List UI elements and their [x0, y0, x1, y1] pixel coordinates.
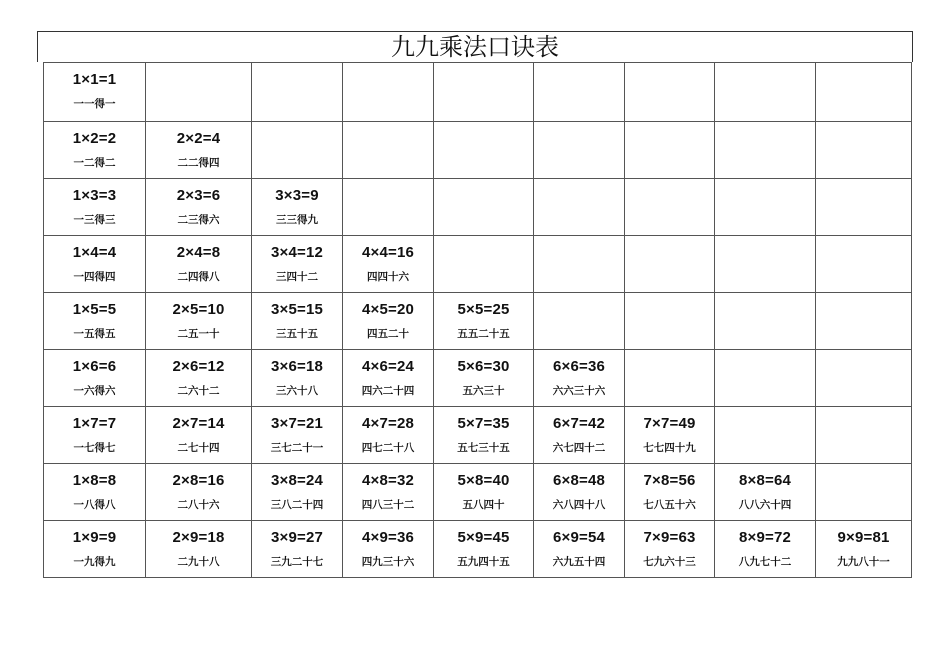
- table-cell: [44, 293, 146, 350]
- empty-cell: [625, 63, 715, 122]
- rhyme-text: 五七三十五: [457, 442, 510, 454]
- rhyme-text: 八八六十四: [738, 499, 792, 511]
- equation-text: 1×7=7: [72, 415, 117, 432]
- table-cell: [252, 521, 343, 578]
- equation-text: 8×8=64: [738, 472, 792, 489]
- equation-text: 3×5=15: [270, 301, 324, 318]
- equation-text: 1×5=5: [72, 301, 117, 318]
- equation-text: 6×6=36: [552, 358, 606, 375]
- rhyme-text: 一三得三: [73, 214, 116, 226]
- equation-text: 2×3=6: [176, 187, 221, 204]
- table-cell: [252, 407, 343, 464]
- rhyme-text: 二七十四: [177, 442, 220, 454]
- equation-text: 4×8=32: [361, 472, 415, 489]
- table-cell: [434, 521, 534, 578]
- empty-cell: [715, 350, 816, 407]
- equation-text: 6×8=48: [552, 472, 606, 489]
- table-row: [44, 350, 912, 407]
- table-row: [44, 236, 912, 293]
- equation-text: 2×6=12: [172, 358, 225, 375]
- rhyme-text: 二四得八: [177, 271, 220, 283]
- rhyme-text: 三六十八: [276, 385, 318, 397]
- empty-cell: [816, 63, 912, 122]
- equation-text: 2×7=14: [172, 415, 225, 432]
- rhyme-text: 四四十六: [367, 271, 409, 283]
- rhyme-text: 五六三十: [462, 385, 505, 397]
- table-cell: [252, 236, 343, 293]
- equation-text: 3×9=27: [270, 529, 324, 546]
- table-cell: [534, 464, 625, 521]
- table-cell: [534, 350, 625, 407]
- rhyme-text: 一二得二: [73, 157, 116, 169]
- empty-cell: [343, 179, 434, 236]
- equation-text: 7×7=49: [643, 415, 696, 432]
- table-row: [44, 464, 912, 521]
- empty-cell: [715, 293, 816, 350]
- equation-text: 4×9=36: [361, 529, 415, 546]
- equation-text: 5×5=25: [457, 301, 510, 318]
- equation-text: 1×6=6: [72, 358, 117, 375]
- table-cell: [146, 407, 252, 464]
- table-cell: [434, 407, 534, 464]
- table-cell: [343, 350, 434, 407]
- rhyme-text: 一一得一: [73, 98, 116, 110]
- equation-text: 9×9=81: [837, 529, 890, 546]
- table-cell: [343, 464, 434, 521]
- table-row: [44, 521, 912, 578]
- equation-text: 4×4=16: [361, 244, 415, 261]
- equation-text: 2×5=10: [172, 301, 225, 318]
- empty-cell: [816, 407, 912, 464]
- table-cell: [252, 464, 343, 521]
- empty-cell: [534, 63, 625, 122]
- rhyme-text: 七九六十三: [643, 556, 696, 568]
- table-cell: [146, 521, 252, 578]
- empty-cell: [715, 122, 816, 179]
- rhyme-text: 四七二十八: [361, 442, 415, 454]
- table-cell: [434, 350, 534, 407]
- equation-text: 5×6=30: [457, 358, 510, 375]
- rhyme-text: 七八五十六: [643, 499, 696, 511]
- rhyme-text: 一六得六: [73, 385, 116, 397]
- table-cell: [343, 407, 434, 464]
- table-cell: [44, 350, 146, 407]
- empty-cell: [534, 236, 625, 293]
- rhyme-text: 二九十八: [177, 556, 220, 568]
- rhyme-text: 五九四十五: [457, 556, 510, 568]
- table-cell: [44, 63, 146, 122]
- rhyme-text: 三七二十一: [270, 442, 324, 454]
- table-cell: [252, 350, 343, 407]
- empty-cell: [343, 63, 434, 122]
- empty-cell: [816, 236, 912, 293]
- table-cell: [44, 179, 146, 236]
- empty-cell: [625, 350, 715, 407]
- table-cell: [816, 521, 912, 578]
- table-row: [44, 407, 912, 464]
- equation-text: 3×3=9: [275, 187, 319, 204]
- equation-text: 5×7=35: [457, 415, 510, 432]
- rhyme-text: 二三得六: [177, 214, 220, 226]
- rhyme-text: 四九三十六: [361, 556, 415, 568]
- rhyme-text: 二二得四: [177, 157, 220, 169]
- equation-text: 2×9=18: [172, 529, 225, 546]
- rhyme-text: 二五一十: [177, 328, 220, 340]
- rhyme-text: 一五得五: [73, 328, 116, 340]
- rhyme-text: 三八二十四: [270, 499, 324, 511]
- equation-text: 2×8=16: [172, 472, 225, 489]
- equation-text: 4×7=28: [361, 415, 415, 432]
- empty-cell: [816, 122, 912, 179]
- rhyme-text: 四六二十四: [361, 385, 415, 397]
- empty-cell: [625, 236, 715, 293]
- table-cell: [44, 236, 146, 293]
- rhyme-text: 六九五十四: [552, 556, 606, 568]
- table-cell: [625, 407, 715, 464]
- empty-cell: [715, 407, 816, 464]
- rhyme-text: 一七得七: [73, 442, 116, 454]
- table-row: [44, 122, 912, 179]
- table-cell: [434, 464, 534, 521]
- rhyme-text: 六七四十二: [552, 442, 606, 454]
- equation-text: 3×8=24: [270, 472, 324, 489]
- equation-text: 2×4=8: [176, 244, 221, 261]
- rhyme-text: 四五二十: [367, 328, 409, 340]
- equation-text: 1×9=9: [72, 529, 117, 546]
- rhyme-text: 三四十二: [276, 271, 318, 283]
- equation-text: 2×2=4: [176, 130, 221, 147]
- table-cell: [625, 521, 715, 578]
- table-cell: [44, 122, 146, 179]
- empty-cell: [816, 179, 912, 236]
- rhyme-text: 七七四十九: [643, 442, 696, 454]
- empty-cell: [534, 293, 625, 350]
- equation-text: 5×9=45: [457, 529, 510, 546]
- table-cell: [44, 407, 146, 464]
- equation-text: 7×9=63: [643, 529, 696, 546]
- page-title: 九九乘法口诀表: [37, 31, 913, 62]
- empty-cell: [715, 236, 816, 293]
- rhyme-text: 二六十二: [177, 385, 220, 397]
- table-cell: [625, 464, 715, 521]
- equation-text: 1×8=8: [72, 472, 117, 489]
- rhyme-text: 三五十五: [276, 328, 318, 340]
- empty-cell: [434, 63, 534, 122]
- empty-cell: [625, 293, 715, 350]
- table-cell: [434, 293, 534, 350]
- table-cell: [146, 464, 252, 521]
- rhyme-text: 一九得九: [73, 556, 116, 568]
- table-cell: [146, 179, 252, 236]
- table-cell: [343, 521, 434, 578]
- rhyme-text: 二八十六: [177, 499, 220, 511]
- empty-cell: [715, 179, 816, 236]
- empty-cell: [625, 179, 715, 236]
- empty-cell: [434, 236, 534, 293]
- rhyme-text: 四八三十二: [361, 499, 415, 511]
- equation-text: 3×4=12: [270, 244, 324, 261]
- rhyme-text: 三九二十七: [270, 556, 324, 568]
- equation-text: 1×2=2: [72, 130, 117, 147]
- equation-text: 3×6=18: [270, 358, 324, 375]
- table-cell: [252, 293, 343, 350]
- empty-cell: [343, 122, 434, 179]
- empty-cell: [534, 179, 625, 236]
- empty-cell: [434, 122, 534, 179]
- empty-cell: [816, 350, 912, 407]
- empty-cell: [146, 63, 252, 122]
- rhyme-text: 三三得九: [276, 214, 318, 226]
- equation-text: 6×7=42: [552, 415, 606, 432]
- rhyme-text: 五五二十五: [457, 328, 510, 340]
- table-cell: [715, 464, 816, 521]
- table-row: [44, 63, 912, 122]
- rhyme-text: 一四得四: [73, 271, 116, 283]
- empty-cell: [434, 179, 534, 236]
- rhyme-text: 一八得八: [73, 499, 116, 511]
- rhyme-text: 九九八十一: [837, 556, 890, 568]
- empty-cell: [816, 464, 912, 521]
- equation-text: 8×9=72: [738, 529, 792, 546]
- table-cell: [252, 179, 343, 236]
- table-row: [44, 293, 912, 350]
- rhyme-text: 八九七十二: [738, 556, 792, 568]
- table-cell: [146, 350, 252, 407]
- equation-text: 3×7=21: [270, 415, 324, 432]
- equation-text: 4×6=24: [361, 358, 415, 375]
- empty-cell: [816, 293, 912, 350]
- equation-text: 1×1=1: [72, 71, 117, 88]
- equation-text: 6×9=54: [552, 529, 606, 546]
- multiplication-table: [43, 62, 912, 578]
- empty-cell: [534, 122, 625, 179]
- empty-cell: [252, 63, 343, 122]
- equation-text: 5×8=40: [457, 472, 510, 489]
- equation-text: 7×8=56: [643, 472, 696, 489]
- equation-text: 1×3=3: [72, 187, 117, 204]
- rhyme-text: 六六三十六: [552, 385, 606, 397]
- table-cell: [534, 407, 625, 464]
- table-cell: [44, 521, 146, 578]
- table-cell: [146, 122, 252, 179]
- equation-text: 4×5=20: [361, 301, 415, 318]
- empty-cell: [625, 122, 715, 179]
- table-cell: [715, 521, 816, 578]
- table-cell: [534, 521, 625, 578]
- table-cell: [343, 236, 434, 293]
- table-cell: [146, 293, 252, 350]
- empty-cell: [252, 122, 343, 179]
- table-cell: [343, 293, 434, 350]
- rhyme-text: 六八四十八: [552, 499, 606, 511]
- equation-text: 1×4=4: [72, 244, 117, 261]
- empty-cell: [715, 63, 816, 122]
- table-cell: [44, 464, 146, 521]
- table-cell: [146, 236, 252, 293]
- rhyme-text: 五八四十: [462, 499, 505, 511]
- table-row: [44, 179, 912, 236]
